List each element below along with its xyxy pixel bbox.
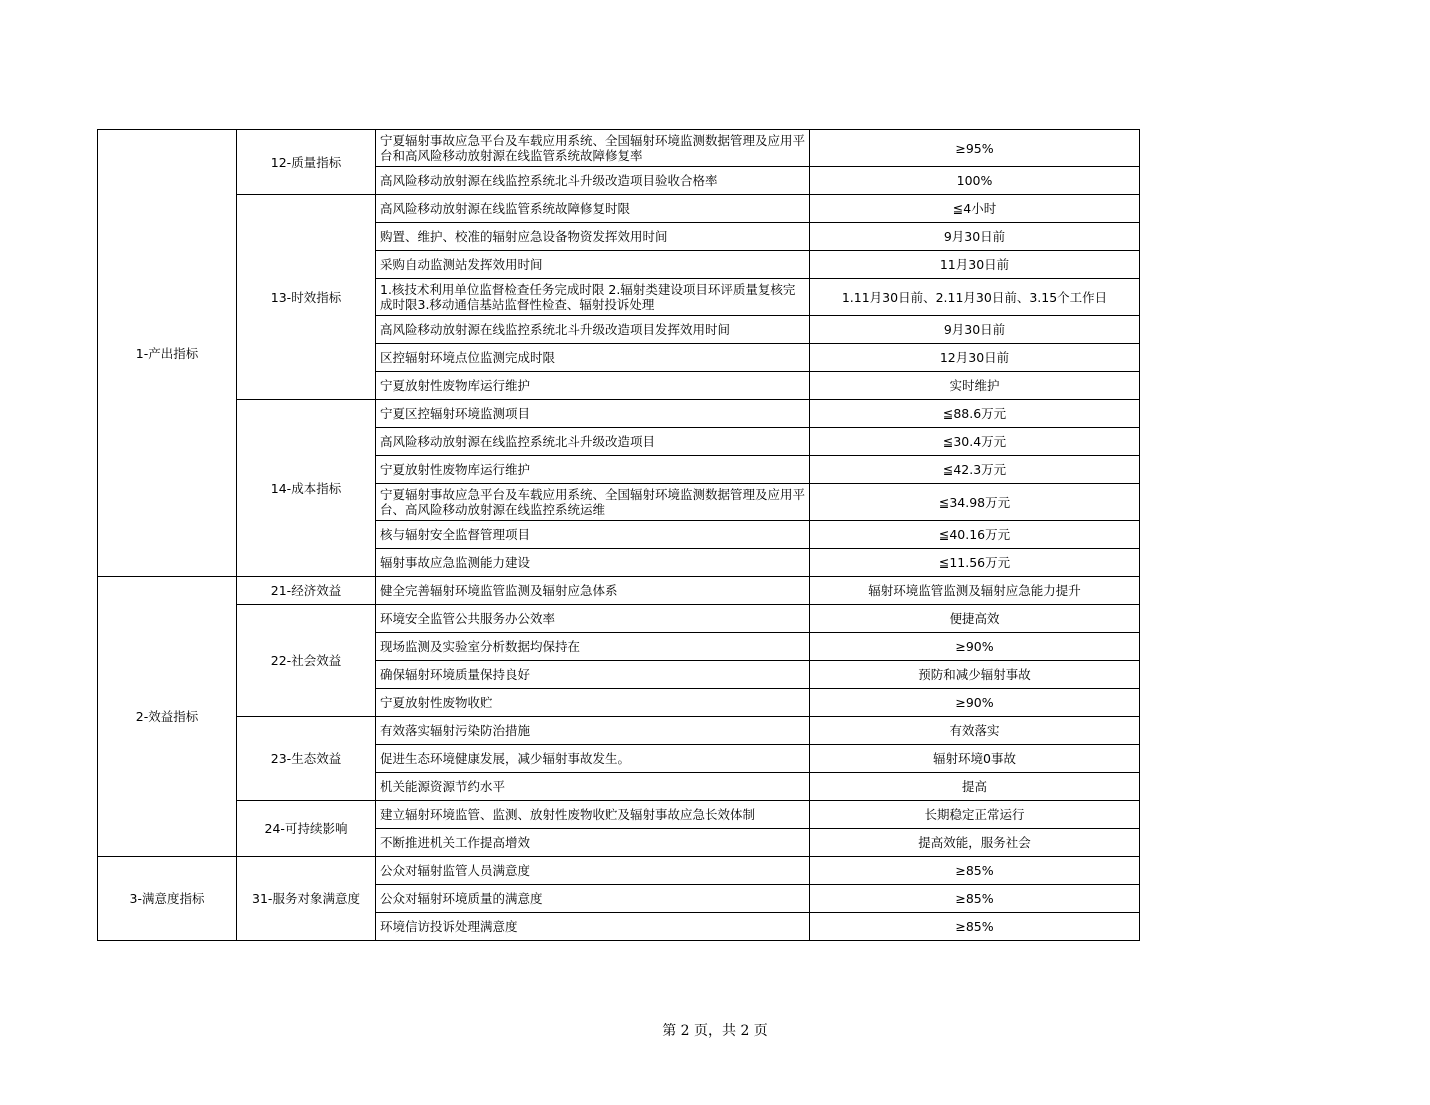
page-footer: 第 2 页，共 2 页: [662, 1023, 768, 1039]
value-cell: ≦11.56万元: [810, 549, 1140, 577]
indicator-cell: 宁夏放射性废物收贮: [376, 689, 810, 717]
level1-satisfaction: 3-满意度指标: [98, 857, 237, 941]
indicator-cell: 健全完善辐射环境监管监测及辐射应急体系: [376, 577, 810, 605]
level2-cost: 14-成本指标: [237, 400, 376, 577]
value-cell: 9月30日前: [810, 316, 1140, 344]
level2-timeliness: 13-时效指标: [237, 195, 376, 400]
value-cell: 辐射环境0事故: [810, 745, 1140, 773]
value-cell: 预防和减少辐射事故: [810, 661, 1140, 689]
indicator-cell: 高风险移动放射源在线监控系统北斗升级改造项目: [376, 428, 810, 456]
indicator-cell: 高风险移动放射源在线监控系统北斗升级改造项目发挥效用时间: [376, 316, 810, 344]
value-cell: ≥95%: [810, 130, 1140, 167]
indicator-cell: 辐射事故应急监测能力建设: [376, 549, 810, 577]
table-row: [98, 801, 1140, 829]
table-row: [98, 577, 1140, 605]
value-cell: 便捷高效: [810, 605, 1140, 633]
level2-economic: 21-经济效益: [237, 577, 376, 605]
value-cell: ≥85%: [810, 913, 1140, 941]
value-cell: 提高: [810, 773, 1140, 801]
indicator-cell: 采购自动监测站发挥效用时间: [376, 251, 810, 279]
indicator-cell: 1.核技术利用单位监督检查任务完成时限 2.辐射类建设项目环评质量复核完成时限3.移动通信基站监督性检查、辐射投诉处理: [376, 279, 810, 316]
value-cell: 辐射环境监管监测及辐射应急能力提升: [810, 577, 1140, 605]
level1-benefit: 2-效益指标: [98, 577, 237, 857]
table-row: [98, 195, 1140, 223]
value-cell: 9月30日前: [810, 223, 1140, 251]
indicator-cell: 环境安全监管公共服务办公效率: [376, 605, 810, 633]
indicator-cell: 环境信访投诉处理满意度: [376, 913, 810, 941]
indicator-cell: 公众对辐射监管人员满意度: [376, 857, 810, 885]
value-cell: 提高效能，服务社会: [810, 829, 1140, 857]
value-cell: 12月30日前: [810, 344, 1140, 372]
indicator-cell: 公众对辐射环境质量的满意度: [376, 885, 810, 913]
value-cell: 长期稳定正常运行: [810, 801, 1140, 829]
table-row: [98, 857, 1140, 885]
indicator-cell: 宁夏放射性废物库运行维护: [376, 456, 810, 484]
value-cell: 有效落实: [810, 717, 1140, 745]
indicator-table: [97, 129, 1140, 941]
indicator-cell: 不断推进机关工作提高增效: [376, 829, 810, 857]
table-row: [98, 400, 1140, 428]
level2-service-satisfaction: 31-服务对象满意度: [237, 857, 376, 941]
indicator-cell: 购置、维护、校准的辐射应急设备物资发挥效用时间: [376, 223, 810, 251]
level2-sustainable: 24-可持续影响: [237, 801, 376, 857]
table-row: [98, 130, 1140, 167]
value-cell: ≦30.4万元: [810, 428, 1140, 456]
indicator-cell: 现场监测及实验室分析数据均保持在: [376, 633, 810, 661]
indicator-cell: 促进生态环境健康发展，减少辐射事故发生。: [376, 745, 810, 773]
value-cell: ≦4小时: [810, 195, 1140, 223]
indicator-cell: 核与辐射安全监督管理项目: [376, 521, 810, 549]
indicator-cell: 宁夏放射性废物库运行维护: [376, 372, 810, 400]
table-row: [98, 605, 1140, 633]
indicator-cell: 高风险移动放射源在线监管系统故障修复时限: [376, 195, 810, 223]
level1-output: 1-产出指标: [98, 130, 237, 577]
indicator-cell: 机关能源资源节约水平: [376, 773, 810, 801]
value-cell: ≥90%: [810, 633, 1140, 661]
value-cell: 1.11月30日前、2.11月30日前、3.15个工作日: [810, 279, 1140, 316]
value-cell: ≦34.98万元: [810, 484, 1140, 521]
value-cell: ≥85%: [810, 857, 1140, 885]
value-cell: ≥90%: [810, 689, 1140, 717]
value-cell: ≦88.6万元: [810, 400, 1140, 428]
indicator-cell: 宁夏辐射事故应急平台及车载应用系统、全国辐射环境监测数据管理及应用平台、高风险移动放射源在线监控系统运维: [376, 484, 810, 521]
level2-quality: 12-质量指标: [237, 130, 376, 195]
value-cell: ≦42.3万元: [810, 456, 1140, 484]
indicator-cell: 建立辐射环境监管、监测、放射性废物收贮及辐射事故应急长效体制: [376, 801, 810, 829]
indicator-cell: 确保辐射环境质量保持良好: [376, 661, 810, 689]
value-cell: 11月30日前: [810, 251, 1140, 279]
indicator-cell: 高风险移动放射源在线监控系统北斗升级改造项目验收合格率: [376, 167, 810, 195]
value-cell: ≦40.16万元: [810, 521, 1140, 549]
level2-social: 22-社会效益: [237, 605, 376, 717]
indicator-cell: 宁夏辐射事故应急平台及车载应用系统、全国辐射环境监测数据管理及应用平台和高风险移动放射源在线监管系统故障修复率: [376, 130, 810, 167]
level2-ecological: 23-生态效益: [237, 717, 376, 801]
value-cell: 实时维护: [810, 372, 1140, 400]
indicator-cell: 有效落实辐射污染防治措施: [376, 717, 810, 745]
table-row: [98, 717, 1140, 745]
indicator-cell: 区控辐射环境点位监测完成时限: [376, 344, 810, 372]
value-cell: 100%: [810, 167, 1140, 195]
indicator-cell: 宁夏区控辐射环境监测项目: [376, 400, 810, 428]
value-cell: ≥85%: [810, 885, 1140, 913]
